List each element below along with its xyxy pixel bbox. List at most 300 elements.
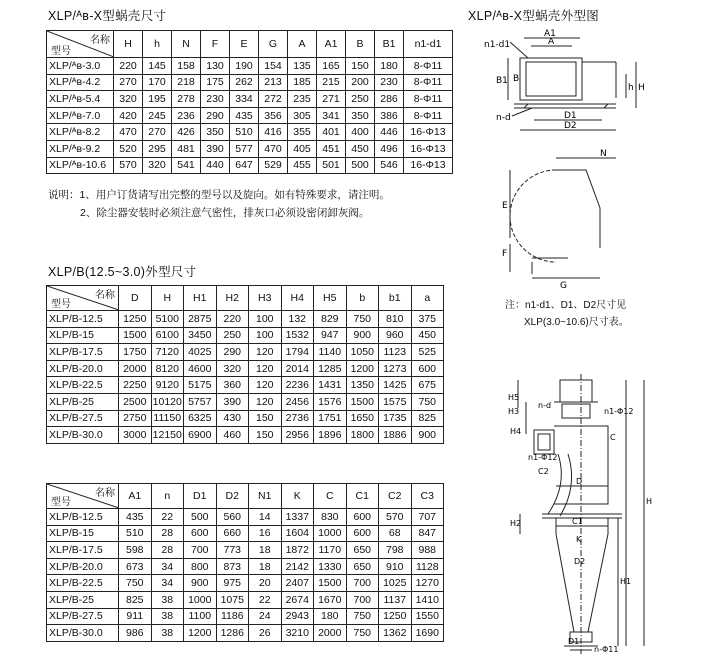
outline-dimension-table (46, 285, 444, 444)
value-cell: 700 (346, 575, 379, 592)
value-cell: 910 (379, 558, 412, 575)
value-cell: 1123 (379, 344, 412, 361)
table-row (47, 393, 444, 410)
value-cell: 120 (249, 393, 282, 410)
value-cell: 1128 (411, 558, 444, 575)
note-line-1: 说明：1、用户订货请写出完整的型号以及旋向。如有特殊要求，请注明。 (48, 189, 390, 201)
value-cell: 825 (411, 410, 444, 427)
value-cell: 215 (317, 74, 346, 91)
value-cell: 2456 (281, 393, 314, 410)
value-cell: 440 (201, 157, 230, 174)
label-n1-phi12-left: n1-Φ12 (528, 453, 558, 462)
value-cell: 481 (172, 140, 201, 157)
model-cell: XLP/B-25 (47, 393, 119, 410)
value-cell: 1872 (281, 542, 314, 559)
table-row (47, 542, 444, 559)
value-cell: 2500 (119, 393, 152, 410)
value-cell: 28 (151, 542, 184, 559)
label-H5: H5 (508, 393, 520, 402)
column-header: n (151, 484, 184, 509)
value-cell: 100 (249, 311, 282, 328)
value-cell: 2250 (119, 377, 152, 394)
value-cell: 3210 (281, 625, 314, 642)
value-cell: 5757 (184, 393, 217, 410)
label-G: G (560, 281, 567, 288)
value-cell: 1670 (314, 591, 347, 608)
column-header: C3 (411, 484, 444, 509)
model-cell: XLP/B-30.0 (47, 427, 119, 444)
value-cell: 451 (317, 140, 346, 157)
value-cell: 1050 (346, 344, 379, 361)
value-cell: 873 (216, 558, 249, 575)
value-cell: 1604 (281, 525, 314, 542)
value-cell: 1500 (314, 575, 347, 592)
value-cell: 750 (119, 575, 152, 592)
value-cell: 195 (143, 91, 172, 108)
value-cell: 375 (411, 311, 444, 328)
value-cell: 1100 (184, 608, 217, 625)
value-cell: 218 (172, 74, 201, 91)
value-cell: 38 (151, 591, 184, 608)
value-cell: 435 (230, 107, 259, 124)
value-cell: 250 (346, 91, 375, 108)
value-cell: 470 (259, 140, 288, 157)
value-cell: 470 (114, 124, 143, 141)
label-H1: H1 (620, 577, 632, 586)
value-cell: 180 (314, 608, 347, 625)
model-cell: XLP/B-15 (47, 525, 119, 542)
value-cell: 647 (230, 157, 259, 174)
model-cell: XLP/ᴬʙ-9.2 (47, 140, 114, 157)
value-cell: 1500 (346, 393, 379, 410)
value-cell: 68 (379, 525, 412, 542)
label-H: H (638, 83, 645, 93)
header-model-label: 型号 (51, 46, 71, 57)
value-cell: 510 (119, 525, 152, 542)
model-cell: XLP/B-12.5 (47, 311, 119, 328)
value-cell: 16 (249, 525, 282, 542)
value-cell: 390 (216, 393, 249, 410)
value-cell: 236 (172, 107, 201, 124)
value-cell: 271 (317, 91, 346, 108)
drawing-note-line-1: 注：n1-d1、D1、D2尺寸见 (505, 300, 627, 311)
table2-title: XLP/B(12.5~3.0)外型尺寸 (48, 265, 197, 279)
value-cell: 305 (288, 107, 317, 124)
value-cell: 650 (346, 558, 379, 575)
value-cell: 2236 (281, 377, 314, 394)
value-cell: 230 (375, 74, 404, 91)
column-header: a (411, 286, 444, 311)
label-H4: H4 (510, 427, 522, 436)
label-H3: H3 (508, 407, 520, 416)
value-cell: 1431 (314, 377, 347, 394)
label-K: K (576, 535, 582, 544)
value-cell: 220 (216, 311, 249, 328)
value-cell: 600 (346, 525, 379, 542)
column-header: H4 (281, 286, 314, 311)
value-cell: 700 (346, 591, 379, 608)
model-cell: XLP/ᴬʙ-7.0 (47, 107, 114, 124)
value-cell: 1025 (379, 575, 412, 592)
value-cell: 34 (151, 575, 184, 592)
value-cell: 2875 (184, 311, 217, 328)
table1-title: XLP/ᴬʙ-X型蜗壳尺寸 (48, 9, 167, 23)
volute-dimension-table (46, 30, 453, 174)
label-C: C (610, 433, 616, 442)
value-cell: 150 (249, 427, 282, 444)
value-cell: 6900 (184, 427, 217, 444)
value-cell: 1362 (379, 625, 412, 642)
value-cell: 1186 (216, 608, 249, 625)
header-name-label: 名称 (95, 290, 115, 301)
table-row (47, 140, 453, 157)
label-E: E (502, 201, 508, 211)
value-cell: 1200 (346, 360, 379, 377)
value-cell: 150 (346, 58, 375, 75)
value-cell: 2000 (119, 360, 152, 377)
table-row (47, 157, 453, 174)
value-cell: 1075 (216, 591, 249, 608)
model-cell: XLP/B-27.5 (47, 410, 119, 427)
table-header-row (47, 31, 453, 58)
table1-body (47, 58, 453, 174)
value-cell: 1575 (379, 393, 412, 410)
model-cell: XLP/ᴬʙ-8.2 (47, 124, 114, 141)
label-D2: D2 (564, 121, 577, 131)
table-row (47, 107, 453, 124)
column-header: H (151, 286, 184, 311)
table-row (47, 311, 444, 328)
value-cell: 278 (172, 91, 201, 108)
value-cell: 6100 (151, 327, 184, 344)
value-cell: 220 (114, 58, 143, 75)
value-cell: 1330 (314, 558, 347, 575)
table-row (47, 58, 453, 75)
model-cell: XLP/B-17.5 (47, 542, 119, 559)
value-cell: 320 (114, 91, 143, 108)
value-cell: 450 (346, 140, 375, 157)
column-header: H2 (216, 286, 249, 311)
column-header: K (281, 484, 314, 509)
value-cell: 1794 (281, 344, 314, 361)
value-cell: 355 (288, 124, 317, 141)
value-cell: 598 (119, 542, 152, 559)
table-row (47, 427, 444, 444)
value-cell: 1140 (314, 344, 347, 361)
table-row (47, 344, 444, 361)
table-header-corner (47, 286, 119, 311)
value-cell: 541 (172, 157, 201, 174)
value-cell: 975 (216, 575, 249, 592)
column-header: A1 (317, 31, 346, 58)
value-cell: 4600 (184, 360, 217, 377)
value-cell: 334 (230, 91, 259, 108)
value-cell: 14 (249, 509, 282, 526)
label-D1: D1 (564, 111, 577, 121)
value-cell: 500 (346, 157, 375, 174)
label-nd: n-d (496, 113, 511, 123)
value-cell: 1286 (216, 625, 249, 642)
value-cell: 9120 (151, 377, 184, 394)
value-cell: 270 (114, 74, 143, 91)
value-cell: 2736 (281, 410, 314, 427)
label-H2: H2 (510, 519, 522, 528)
column-header: H1 (184, 286, 217, 311)
value-cell: 18 (249, 558, 282, 575)
value-cell: 270 (143, 124, 172, 141)
table-row (47, 377, 444, 394)
table-row (47, 591, 444, 608)
model-cell: XLP/B-15 (47, 327, 119, 344)
value-cell: 120 (249, 360, 282, 377)
model-cell: XLP/B-25 (47, 591, 119, 608)
value-cell: 150 (249, 410, 282, 427)
cyclone-elevation-drawing (498, 374, 666, 654)
value-cell: 426 (172, 124, 201, 141)
value-cell: 496 (375, 140, 404, 157)
value-cell: 1532 (281, 327, 314, 344)
label-A: A (548, 37, 555, 47)
value-cell: 707 (411, 509, 444, 526)
value-cell: 947 (314, 327, 347, 344)
value-cell: 1350 (346, 377, 379, 394)
value-cell: 673 (119, 558, 152, 575)
value-cell: 1000 (314, 525, 347, 542)
value-cell: 675 (411, 377, 444, 394)
model-cell: XLP/ᴬʙ-4.2 (47, 74, 114, 91)
label-D: D (576, 477, 583, 486)
value-cell: 460 (216, 427, 249, 444)
value-cell: 829 (314, 311, 347, 328)
column-header: G (259, 31, 288, 58)
value-cell: 650 (346, 542, 379, 559)
value-cell: 132 (281, 311, 314, 328)
value-cell: 1886 (379, 427, 412, 444)
value-cell: 810 (379, 311, 412, 328)
value-cell: 750 (346, 625, 379, 642)
column-header: A1 (119, 484, 152, 509)
value-cell: 1250 (379, 608, 412, 625)
value-cell: 235 (288, 91, 317, 108)
label-C2: C2 (538, 467, 549, 476)
value-cell: 500 (184, 509, 217, 526)
value-cell: 2956 (281, 427, 314, 444)
value-cell: 435 (119, 509, 152, 526)
value-cell: 700 (184, 542, 217, 559)
table-row (47, 509, 444, 526)
value-cell: 986 (119, 625, 152, 642)
column-header: F (201, 31, 230, 58)
value-cell: 2943 (281, 608, 314, 625)
value-cell: 386 (375, 107, 404, 124)
value-cell: 900 (411, 427, 444, 444)
value-cell: 350 (201, 124, 230, 141)
value-cell: 560 (216, 509, 249, 526)
value-cell: 295 (143, 140, 172, 157)
value-cell: 430 (216, 410, 249, 427)
note-line-2: 2、除尘器安装时必须注意气密性，排灰口必须设密闭卸灰阀。 (80, 207, 370, 219)
value-cell: 798 (379, 542, 412, 559)
value-cell: 320 (143, 157, 172, 174)
column-header: E (230, 31, 259, 58)
table3-body (47, 509, 444, 642)
value-cell: 4025 (184, 344, 217, 361)
value-cell: 529 (259, 157, 288, 174)
value-cell: 154 (259, 58, 288, 75)
value-cell: 390 (201, 140, 230, 157)
value-cell: 165 (317, 58, 346, 75)
table-row (47, 410, 444, 427)
label-N: N (600, 149, 607, 159)
label-F: F (502, 249, 508, 259)
model-cell: XLP/B-30.0 (47, 625, 119, 642)
column-header: H3 (249, 286, 282, 311)
value-cell: 825 (119, 591, 152, 608)
value-cell: 405 (288, 140, 317, 157)
value-cell: 350 (346, 107, 375, 124)
value-cell: 1137 (379, 591, 412, 608)
drawing-title: XLP/ᴬʙ-X型蜗壳外型图 (468, 9, 600, 23)
value-cell: 750 (346, 608, 379, 625)
value-cell: 1270 (411, 575, 444, 592)
value-cell: 158 (172, 58, 201, 75)
value-cell: 3000 (119, 427, 152, 444)
value-cell: 3450 (184, 327, 217, 344)
column-header: C (314, 484, 347, 509)
value-cell: 120 (249, 377, 282, 394)
value-cell: 8-Φ11 (404, 74, 453, 91)
value-cell: 22 (249, 591, 282, 608)
value-cell: 290 (201, 107, 230, 124)
table-header-corner (47, 484, 119, 509)
table-header-row (47, 484, 444, 509)
value-cell: 510 (230, 124, 259, 141)
value-cell: 501 (317, 157, 346, 174)
drawing-note-line-2: XLP(3.0~10.6)尺寸表。 (524, 317, 629, 328)
value-cell: 213 (259, 74, 288, 91)
header-name-label: 名称 (95, 488, 115, 499)
table-row (47, 608, 444, 625)
value-cell: 570 (379, 509, 412, 526)
column-header: b1 (379, 286, 412, 311)
value-cell: 8-Φ11 (404, 91, 453, 108)
label-D2-vertical: D2 (574, 557, 586, 566)
value-cell: 773 (216, 542, 249, 559)
value-cell: 145 (143, 58, 172, 75)
value-cell: 750 (411, 393, 444, 410)
value-cell: 190 (230, 58, 259, 75)
value-cell: 16-Φ13 (404, 140, 453, 157)
table2-body (47, 311, 444, 444)
column-header: H (114, 31, 143, 58)
model-cell: XLP/B-22.5 (47, 575, 119, 592)
column-header: C2 (379, 484, 412, 509)
value-cell: 1273 (379, 360, 412, 377)
value-cell: 8-Φ11 (404, 107, 453, 124)
label-n1-phi12: n1-Φ12 (604, 407, 634, 416)
value-cell: 570 (114, 157, 143, 174)
label-nd-2: n-d (538, 401, 552, 410)
value-cell: 1170 (314, 542, 347, 559)
value-cell: 22 (151, 509, 184, 526)
label-B1: B1 (496, 76, 508, 86)
column-header: b (346, 286, 379, 311)
value-cell: 446 (375, 124, 404, 141)
volute-plan-view (496, 148, 636, 288)
value-cell: 988 (411, 542, 444, 559)
value-cell: 830 (314, 509, 347, 526)
value-cell: 1896 (314, 427, 347, 444)
label-n1d1: n1-d1 (484, 40, 511, 50)
table-header-corner (47, 31, 114, 58)
value-cell: 1735 (379, 410, 412, 427)
value-cell: 2000 (314, 625, 347, 642)
value-cell: 600 (411, 360, 444, 377)
label-n-phi11: n-Φ11 (594, 645, 619, 654)
column-header: D2 (216, 484, 249, 509)
value-cell: 262 (230, 74, 259, 91)
value-cell: 100 (249, 327, 282, 344)
column-header: n1-d1 (404, 31, 453, 58)
table-row (47, 625, 444, 642)
value-cell: 2674 (281, 591, 314, 608)
value-cell: 200 (346, 74, 375, 91)
model-cell: XLP/B-12.5 (47, 509, 119, 526)
value-cell: 900 (346, 327, 379, 344)
value-cell: 28 (151, 525, 184, 542)
table-header-row (47, 286, 444, 311)
value-cell: 600 (184, 525, 217, 542)
column-header: C1 (346, 484, 379, 509)
value-cell: 245 (143, 107, 172, 124)
value-cell: 120 (249, 344, 282, 361)
value-cell: 11150 (151, 410, 184, 427)
value-cell: 1000 (184, 591, 217, 608)
model-cell: XLP/B-20.0 (47, 360, 119, 377)
value-cell: 12150 (151, 427, 184, 444)
value-cell: 660 (216, 525, 249, 542)
value-cell: 24 (249, 608, 282, 625)
value-cell: 2014 (281, 360, 314, 377)
value-cell: 960 (379, 327, 412, 344)
value-cell: 750 (346, 311, 379, 328)
value-cell: 286 (375, 91, 404, 108)
value-cell: 847 (411, 525, 444, 542)
outline-dimension-table-2 (46, 483, 444, 642)
value-cell: 175 (201, 74, 230, 91)
table-row (47, 575, 444, 592)
value-cell: 5100 (151, 311, 184, 328)
column-header: D1 (184, 484, 217, 509)
value-cell: 16-Φ13 (404, 124, 453, 141)
table-row (47, 74, 453, 91)
table-row (47, 91, 453, 108)
value-cell: 1550 (411, 608, 444, 625)
value-cell: 185 (288, 74, 317, 91)
table-row (47, 360, 444, 377)
value-cell: 290 (216, 344, 249, 361)
value-cell: 130 (201, 58, 230, 75)
model-cell: XLP/ᴬʙ-3.0 (47, 58, 114, 75)
value-cell: 416 (259, 124, 288, 141)
value-cell: 230 (201, 91, 230, 108)
value-cell: 525 (411, 344, 444, 361)
column-header: H5 (314, 286, 347, 311)
value-cell: 401 (317, 124, 346, 141)
value-cell: 250 (216, 327, 249, 344)
value-cell: 38 (151, 625, 184, 642)
value-cell: 135 (288, 58, 317, 75)
